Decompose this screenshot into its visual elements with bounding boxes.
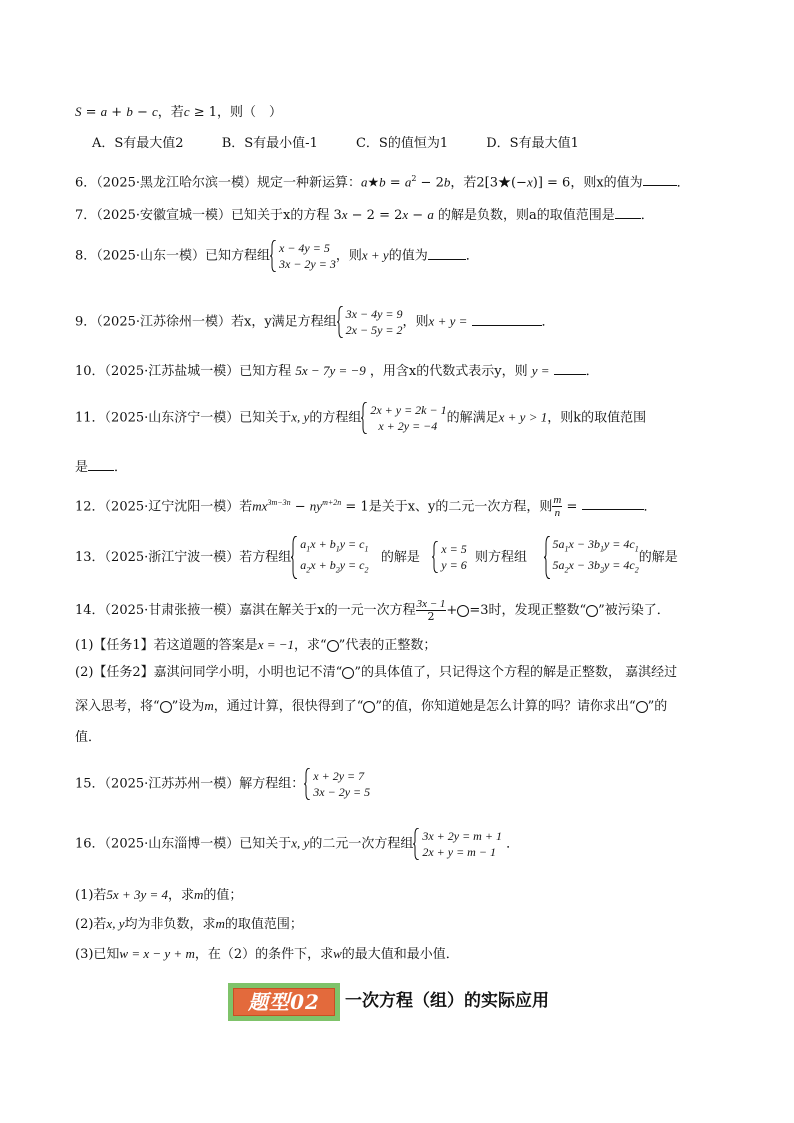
question-13: 13．（2025·浙江宁波一模）若方程组 $a_1x + b_1y = c_1$ $a_2x + b_2y = c_2$ 的解是 x = 5 y = 6 则方程组 $5a_1x - 3b_1y = 4c_1$ $5a_2x - 3b_2y = 4c_2$ 的解是 — [75, 536, 678, 579]
smudge-circle-icon — [586, 605, 598, 617]
answer-blank — [88, 458, 114, 471]
question-12: 12．（2025·辽宁沈阳一模）若$mx^{3m-3n} - ny^{m+2n} = 1$是关于x、y的二元一次方程，则 $\frac{m}{n}$ = ． — [75, 494, 657, 520]
solution-system: x = 5 y = 6 — [432, 541, 466, 573]
question-14: 14．（2025·甘肃张掖一模）嘉淇在解关于x的一元一次方程 $\frac{3x - 1}{2}$ + =3时，发现正整数“ ”被污染了． — [75, 598, 670, 623]
fraction: $\frac{m}{n}$ — [553, 494, 562, 520]
answer-blank — [428, 247, 466, 260]
question-16-part1: (1)若5x + 3y = 4，求m的值； — [75, 887, 243, 903]
smudge-circle-icon — [160, 701, 172, 713]
question-14-task2-line3: 值． — [75, 730, 102, 745]
question-11: 11．（2025·山东济宁一模）已知关于x, y的方程组 2x + y = 2k − 1 x + 2y = −4 的解满足x + y > 1，则k的取值范围 — [75, 403, 647, 433]
answer-blank — [472, 313, 542, 326]
question-16-part2: (2)若x, y均为非负数，求m的取值范围； — [75, 916, 303, 932]
question-14-task2: (2)【任务2】嘉淇问同学小明，小明也记不清“ ”的具体值了，只记得这个方程的解是正整数， 嘉淇经过 — [75, 665, 678, 680]
question-11-line2: 是 ． — [75, 460, 128, 475]
equation-system: $5a_1x - 3b_1y = 4c_1$ $5a_2x - 3b_2y = 4c_2$ — [544, 536, 639, 579]
q5-choices — [92, 135, 613, 153]
section-badge — [228, 983, 340, 1021]
question-6: 6．（2025·黑龙江哈尔滨一模）规定一种新运算：a★b = $a^2 - 2b$，若2[3★(−x)] = 6，则x的值为 ． — [75, 174, 690, 191]
choice-c: C．S的值恒为1 — [355, 136, 449, 151]
answer-blank — [643, 173, 677, 186]
section-title: 一次方程（组）的实际应用 — [345, 991, 549, 1011]
question-8: 8．（2025·山东一模）已知方程组 x − 4y = 5 3x − 2y = 3 ，则x + y的值为 ． — [75, 241, 479, 271]
smudge-circle-icon — [363, 701, 375, 713]
smudge-circle-icon — [636, 701, 648, 713]
smudge-circle-icon — [457, 605, 469, 617]
smudge-circle-icon — [342, 667, 354, 679]
equation-system: x + 2y = 7 3x − 2y = 5 — [304, 768, 370, 800]
question-16: 16．（2025·山东淄博一模）已知关于x, y的二元一次方程组 3x + 2y = m + 1 2x + y = m − 1 ． — [75, 829, 520, 859]
equation-system: x − 4y = 5 3x − 2y = 3 — [270, 240, 336, 272]
equation-system: 2x + y = 2k − 1 x + 2y = −4 — [361, 402, 446, 434]
question-10: 10．（2025·江苏盐城一模）已知方程 5x − 7y = −9 ，用含x的代数式表示y，则 y = ． — [75, 363, 599, 379]
answer-blank — [615, 206, 641, 219]
equation-system: $a_1x + b_1y = c_1$ $a_2x + b_2y = c_2$ — [291, 536, 368, 579]
choice-a: A．S有最大值2 — [92, 136, 184, 151]
question-16-part3: (3)已知w = x − y + m，在（2）的条件下，求w的最大值和最小值． — [75, 946, 459, 962]
section-badge-label: 题型02 — [233, 988, 335, 1016]
smudge-circle-icon — [327, 640, 339, 652]
answer-blank — [582, 497, 644, 510]
fraction: $\frac{3x - 1}{2}$ — [416, 598, 446, 623]
choice-b: B．S有最小值-1 — [221, 136, 318, 151]
q5-continuation: S = a + b − c，若c ≥ 1，则（ ） — [75, 104, 283, 120]
question-14-task1: (1)【任务1】若这道题的答案是x = −1，求“ ”代表的正整数； — [75, 637, 437, 653]
answer-blank — [554, 362, 586, 375]
equation-system: 3x + 2y = m + 1 2x + y = m − 1 — [413, 828, 502, 860]
question-14-task2-line2: 深入思考，将“ ”设为m，通过计算，很快得到了“ ”的值，你知道她是怎么计算的吗？请你求出“ ”的 — [75, 698, 668, 714]
question-15: 15．（2025·江苏苏州一模）解方程组： x + 2y = 7 3x − 2y = 5 — [75, 769, 371, 799]
choice-d: D．S有最大值1 — [486, 136, 579, 151]
question-7: 7．（2025·安徽宣城一模）已知关于x的方程 3x − 2 = 2x − a 的解是负数，则a的取值范围是 ． — [75, 207, 654, 223]
question-9: 9．（2025·江苏徐州一模）若x，y满足方程组 3x − 4y = 9 2x − 5y = 2 ，则x + y = ． — [75, 307, 555, 337]
equation-system: 3x − 4y = 9 2x − 5y = 2 — [337, 306, 403, 338]
